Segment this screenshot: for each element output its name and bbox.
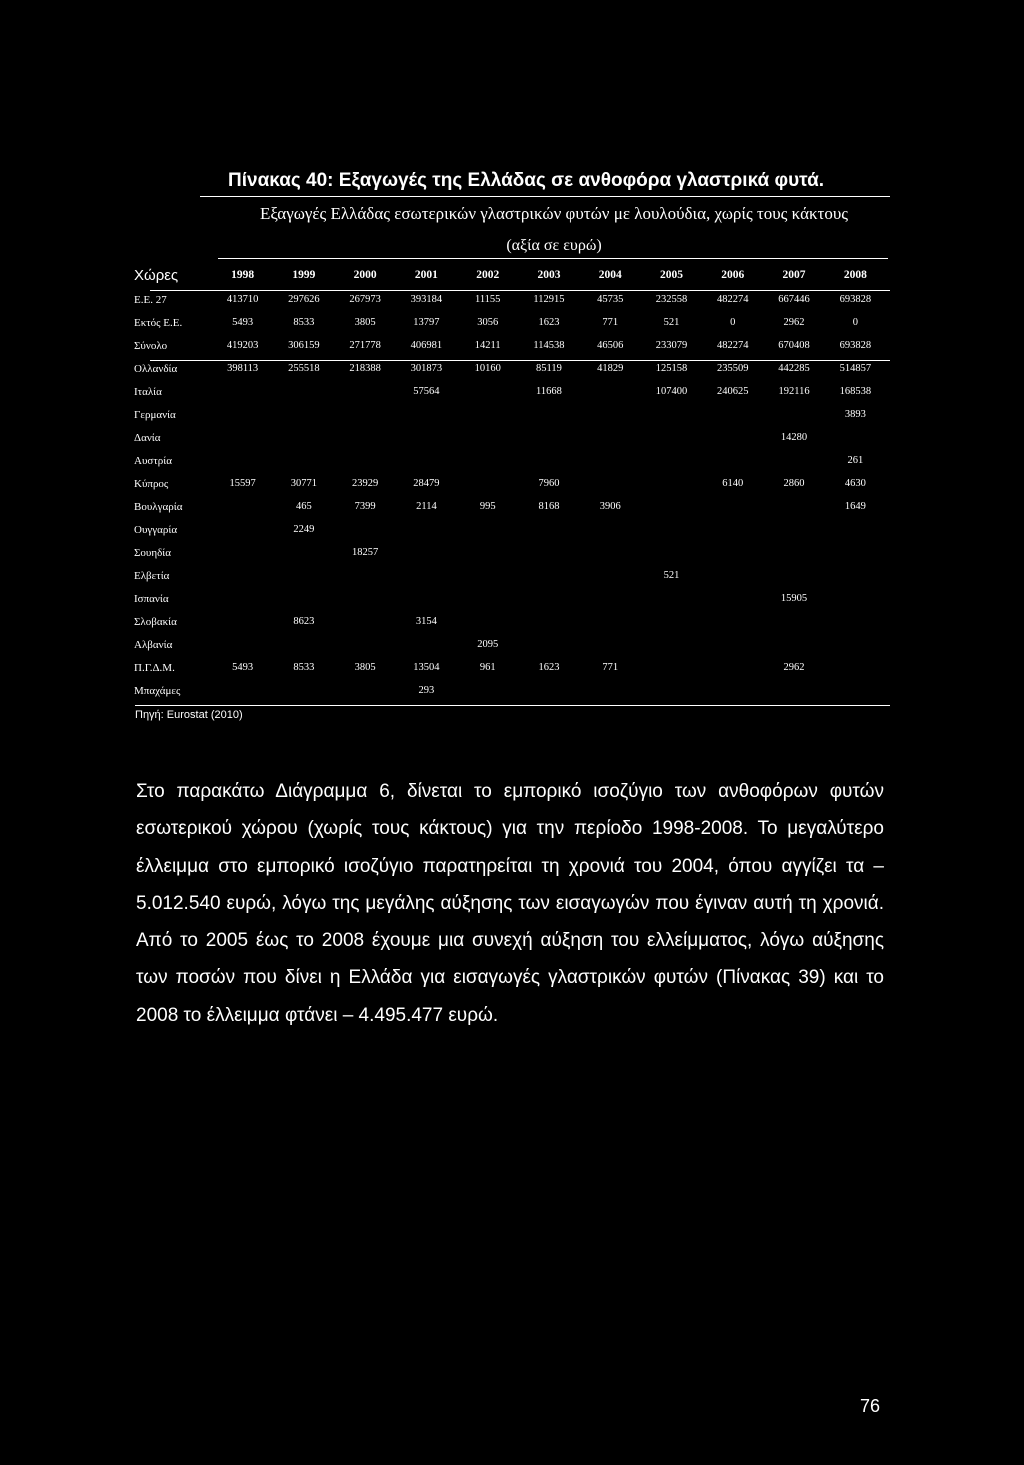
value-cell xyxy=(580,679,641,702)
value-cell xyxy=(702,495,763,518)
value-cell: 11155 xyxy=(474,294,501,305)
page-number: 76 xyxy=(860,1396,881,1416)
value-cell xyxy=(702,541,763,564)
value-cell: 7960 xyxy=(538,478,560,489)
header-year: 2004 xyxy=(598,269,622,281)
value-cell: 5493 xyxy=(232,662,254,673)
value-cell xyxy=(335,610,396,633)
table-row xyxy=(134,334,886,357)
value-cell: 465 xyxy=(296,501,312,512)
value-cell: 41829 xyxy=(597,363,624,374)
table-row xyxy=(134,541,886,564)
value-cell xyxy=(335,518,396,541)
value-cell xyxy=(335,564,396,587)
value-cell: 85119 xyxy=(536,363,562,374)
header-year: 2002 xyxy=(476,269,500,281)
value-cell: 267973 xyxy=(349,294,381,305)
value-cell xyxy=(212,633,273,656)
value-cell xyxy=(641,633,702,656)
value-cell xyxy=(518,633,579,656)
table-source: Πηγή: Eurostat (2010) xyxy=(135,709,243,721)
value-cell xyxy=(212,587,273,610)
value-cell: 442285 xyxy=(778,363,810,374)
value-cell xyxy=(763,633,824,656)
value-cell xyxy=(580,633,641,656)
value-cell: 13504 xyxy=(413,662,440,673)
value-cell xyxy=(273,633,334,656)
value-cell xyxy=(457,587,518,610)
value-cell: 670408 xyxy=(778,340,810,351)
country-cell: Ιταλία xyxy=(134,385,162,398)
value-cell xyxy=(273,380,334,403)
value-cell: 255518 xyxy=(288,363,320,374)
value-cell xyxy=(457,541,518,564)
table-row xyxy=(134,403,886,426)
value-cell: 107400 xyxy=(655,386,688,397)
value-cell xyxy=(580,403,641,426)
value-cell xyxy=(702,679,763,702)
value-cell: 2095 xyxy=(477,639,499,650)
value-cell xyxy=(763,564,824,587)
value-cell xyxy=(641,426,702,449)
value-cell xyxy=(518,587,579,610)
value-cell xyxy=(212,495,273,518)
country-cell: Εκτός Ε.Ε. xyxy=(134,316,183,329)
country-cell: Σλοβακία xyxy=(134,615,177,628)
value-cell xyxy=(396,426,457,449)
table-row xyxy=(134,518,886,541)
value-cell: 1623 xyxy=(538,662,560,673)
value-cell xyxy=(457,564,518,587)
country-cell: Βουλγαρία xyxy=(134,500,183,513)
value-cell xyxy=(763,495,824,518)
header-year: 2003 xyxy=(537,269,561,281)
header-year: 2000 xyxy=(353,269,377,281)
value-cell xyxy=(825,656,886,679)
value-cell xyxy=(212,679,273,702)
value-cell xyxy=(702,518,763,541)
value-cell: 293 xyxy=(418,685,435,696)
country-cell: Ελβετία xyxy=(134,569,170,582)
value-cell xyxy=(702,610,763,633)
country-cell: Ουγγαρία xyxy=(134,523,178,536)
value-cell: 7399 xyxy=(354,501,376,512)
table-unit: (αξία σε ευρώ) xyxy=(506,237,602,254)
value-cell: 57564 xyxy=(413,386,440,397)
table-top-rule xyxy=(200,196,890,197)
header-year: 1998 xyxy=(231,269,255,281)
header-year: 1999 xyxy=(292,269,316,281)
value-cell: 235509 xyxy=(717,363,749,374)
value-cell: 14211 xyxy=(474,340,501,351)
value-cell xyxy=(518,679,579,702)
table-row xyxy=(134,495,886,518)
value-cell xyxy=(580,426,641,449)
value-cell xyxy=(396,403,457,426)
value-cell: 5493 xyxy=(232,317,254,328)
value-cell xyxy=(457,679,518,702)
value-cell xyxy=(763,449,824,472)
value-cell xyxy=(335,380,396,403)
value-cell: 15597 xyxy=(229,478,256,489)
value-cell xyxy=(212,541,273,564)
value-cell xyxy=(518,518,579,541)
value-cell xyxy=(335,679,396,702)
country-cell: Π.Γ.Δ.Μ. xyxy=(134,661,175,674)
value-cell xyxy=(335,403,396,426)
country-cell: Ε.Ε. 27 xyxy=(134,293,167,306)
value-cell: 4630 xyxy=(844,478,866,489)
table-subtitle: Εξαγωγές Ελλάδας εσωτερικών γλαστρικών φυτών με λουλούδια, χωρίς τους κάκτους xyxy=(259,204,849,223)
value-cell xyxy=(335,633,396,656)
table-row xyxy=(134,679,886,702)
country-cell: Ολλανδία xyxy=(134,362,178,375)
value-cell xyxy=(212,449,273,472)
value-cell xyxy=(396,541,457,564)
value-cell: 261 xyxy=(847,455,864,466)
value-cell xyxy=(763,541,824,564)
value-cell: 482274 xyxy=(717,340,749,351)
value-cell: 3893 xyxy=(844,409,866,420)
value-cell: 23929 xyxy=(352,478,379,489)
value-cell xyxy=(273,564,334,587)
value-cell: 8533 xyxy=(293,317,315,328)
country-cell: Κύπρος xyxy=(134,477,169,490)
country-cell: Ισπανία xyxy=(134,592,169,605)
value-cell: 771 xyxy=(602,662,619,673)
value-cell xyxy=(825,564,886,587)
value-cell: 218388 xyxy=(349,363,381,374)
table-row xyxy=(134,472,886,495)
value-cell xyxy=(580,380,641,403)
value-cell xyxy=(273,587,334,610)
value-cell: 114538 xyxy=(533,340,565,351)
value-cell: 413710 xyxy=(226,294,259,305)
header-year: 2005 xyxy=(659,269,683,281)
table-row xyxy=(134,357,886,380)
table-bottom-rule xyxy=(135,705,890,706)
value-cell: 2962 xyxy=(783,317,805,328)
value-cell: 240625 xyxy=(717,386,749,397)
value-cell: 771 xyxy=(602,317,619,328)
value-cell: 297626 xyxy=(288,294,320,305)
value-cell: 2249 xyxy=(293,524,315,535)
value-cell: 30771 xyxy=(290,478,318,489)
value-cell xyxy=(580,610,641,633)
value-cell xyxy=(702,633,763,656)
value-cell: 6140 xyxy=(722,478,744,489)
value-cell: 393184 xyxy=(410,294,443,305)
value-cell: 3154 xyxy=(415,616,437,627)
value-cell xyxy=(457,472,518,495)
value-cell: 112915 xyxy=(533,294,565,305)
value-cell xyxy=(273,541,334,564)
value-cell xyxy=(335,587,396,610)
value-cell xyxy=(641,403,702,426)
table-row xyxy=(134,311,886,334)
header-year: 2001 xyxy=(414,269,438,281)
value-cell: 125158 xyxy=(655,363,688,374)
value-cell xyxy=(518,449,579,472)
table-row xyxy=(134,633,886,656)
country-cell: Μπαχάμες xyxy=(134,684,181,697)
unit-rule xyxy=(218,258,888,259)
value-cell xyxy=(641,449,702,472)
value-cell xyxy=(212,610,273,633)
value-cell: 1623 xyxy=(538,317,560,328)
value-cell xyxy=(273,449,334,472)
value-cell xyxy=(580,564,641,587)
value-cell: 961 xyxy=(479,662,496,673)
value-cell: 3805 xyxy=(354,317,376,328)
value-cell xyxy=(457,403,518,426)
value-cell xyxy=(335,426,396,449)
value-cell: 3906 xyxy=(599,501,621,512)
value-cell xyxy=(641,518,702,541)
value-cell: 8533 xyxy=(293,662,315,673)
value-cell: 8623 xyxy=(293,616,315,627)
value-cell xyxy=(273,679,334,702)
value-cell xyxy=(825,679,886,702)
header-country: Χώρες xyxy=(134,266,179,284)
value-cell: 233079 xyxy=(655,340,688,351)
value-cell xyxy=(641,472,702,495)
value-cell xyxy=(212,380,273,403)
value-cell xyxy=(518,541,579,564)
table-row xyxy=(134,288,886,311)
value-cell xyxy=(396,587,457,610)
value-cell xyxy=(825,426,886,449)
table-row xyxy=(134,587,886,610)
value-cell xyxy=(825,610,886,633)
exports-table xyxy=(134,262,886,702)
header-year: 2006 xyxy=(721,269,745,281)
value-cell: 398113 xyxy=(227,363,259,374)
value-cell xyxy=(641,587,702,610)
value-cell xyxy=(702,587,763,610)
value-cell: 168538 xyxy=(839,386,872,397)
value-cell xyxy=(396,449,457,472)
value-cell xyxy=(457,518,518,541)
value-cell xyxy=(641,541,702,564)
table-row xyxy=(134,449,886,472)
value-cell xyxy=(518,403,579,426)
value-cell xyxy=(702,403,763,426)
value-cell xyxy=(518,610,579,633)
value-cell: 406981 xyxy=(410,340,443,351)
value-cell: 28479 xyxy=(413,478,440,489)
value-cell xyxy=(702,564,763,587)
country-cell: Αλβανία xyxy=(134,638,173,651)
table-row xyxy=(134,564,886,587)
value-cell: 667446 xyxy=(778,294,810,305)
value-cell: 521 xyxy=(663,570,680,581)
value-cell: 3805 xyxy=(354,662,376,673)
value-cell xyxy=(580,472,641,495)
value-cell xyxy=(825,518,886,541)
value-cell: 2962 xyxy=(783,662,805,673)
value-cell xyxy=(518,564,579,587)
value-cell: 0 xyxy=(852,317,858,328)
value-cell xyxy=(763,403,824,426)
value-cell xyxy=(212,518,273,541)
table-row xyxy=(134,426,886,449)
value-cell: 301873 xyxy=(410,363,443,374)
value-cell xyxy=(457,610,518,633)
country-cell: Σύνολο xyxy=(134,339,168,352)
value-cell xyxy=(641,656,702,679)
value-cell xyxy=(518,426,579,449)
value-cell: 45735 xyxy=(597,294,624,305)
value-cell xyxy=(702,449,763,472)
value-cell xyxy=(457,380,518,403)
value-cell xyxy=(763,518,824,541)
table-header-row xyxy=(134,262,886,288)
value-cell: 693828 xyxy=(839,294,872,305)
value-cell xyxy=(212,426,273,449)
table-caption: Πίνακας 40: Εξαγωγές της Ελλάδας σε ανθοφόρα γλαστρικά φυτά. xyxy=(228,170,825,191)
value-cell xyxy=(702,426,763,449)
value-cell xyxy=(580,587,641,610)
value-cell: 3056 xyxy=(477,317,499,328)
value-cell: 1649 xyxy=(844,501,866,512)
value-cell: 13797 xyxy=(413,317,440,328)
value-cell: 10160 xyxy=(474,363,501,374)
value-cell xyxy=(580,518,641,541)
value-cell xyxy=(396,633,457,656)
value-cell xyxy=(212,403,273,426)
table-row xyxy=(134,380,886,403)
value-cell xyxy=(825,541,886,564)
value-cell: 18257 xyxy=(352,547,379,558)
country-cell: Σουηδία xyxy=(134,546,172,559)
country-cell: Γερμανία xyxy=(134,408,176,421)
value-cell xyxy=(763,679,824,702)
value-cell xyxy=(396,564,457,587)
value-cell xyxy=(641,679,702,702)
value-cell xyxy=(763,610,824,633)
value-cell: 521 xyxy=(663,317,680,328)
country-cell: Δανία xyxy=(134,431,161,444)
value-cell: 306159 xyxy=(288,340,320,351)
value-cell: 192116 xyxy=(778,386,810,397)
country-cell: Αυστρία xyxy=(134,454,172,467)
value-cell xyxy=(702,656,763,679)
value-cell xyxy=(212,564,273,587)
value-cell xyxy=(396,518,457,541)
value-cell: 0 xyxy=(730,317,736,328)
value-cell xyxy=(457,449,518,472)
value-cell: 2114 xyxy=(416,501,437,512)
value-cell: 232558 xyxy=(655,294,688,305)
value-cell xyxy=(335,449,396,472)
value-cell: 995 xyxy=(479,501,496,512)
value-cell: 2860 xyxy=(783,478,805,489)
value-cell xyxy=(825,587,886,610)
value-cell xyxy=(457,426,518,449)
value-cell: 15905 xyxy=(780,593,808,604)
value-cell: 8168 xyxy=(538,501,560,512)
table-row xyxy=(134,610,886,633)
value-cell xyxy=(641,610,702,633)
value-cell: 482274 xyxy=(717,294,749,305)
table-row xyxy=(134,656,886,679)
value-cell: 514857 xyxy=(839,363,872,374)
body-paragraph: Στο παρακάτω Διάγραμμα 6, δίνεται το εμπορικό ισοζύγιο των ανθοφόρων φυτών εσωτερικού χώρου (χωρίς τους κάκτους) για την περίοδο 1998-2008. Το μεγαλύτερο έλλειμμα στο εμπορικό ισοζύγιο παρατηρείται τη χρονιά του 2004, όπου αγγίζει τα – 5.012.540 ευρώ, λόγω της μεγάλης αύξησης των εισαγωγών που έγιναν αυτή τη χρονιά. Από το 2005 έως το 2008 έχουμε μια συνεχή αύξηση του ελλείμματος, λόγω αύξησης των ποσών που δίνει η Ελλάδα για εισαγωγές γλαστρικών φυτών (Πίνακας 39) και το 2008 το έλλειμμα φτάνει – 4.495.477 ευρώ. xyxy=(136,781,884,1026)
value-cell: 14280 xyxy=(780,432,808,443)
value-cell: 419203 xyxy=(226,340,259,351)
value-cell xyxy=(641,495,702,518)
value-cell xyxy=(825,633,886,656)
value-cell xyxy=(273,426,334,449)
value-cell: 46506 xyxy=(597,340,624,351)
header-year: 2007 xyxy=(782,269,806,281)
value-cell: 271778 xyxy=(349,340,381,351)
value-cell xyxy=(580,541,641,564)
value-cell: 11668 xyxy=(536,386,562,397)
value-cell: 693828 xyxy=(839,340,872,351)
header-year: 2008 xyxy=(843,269,867,281)
value-cell xyxy=(580,449,641,472)
value-cell xyxy=(273,403,334,426)
